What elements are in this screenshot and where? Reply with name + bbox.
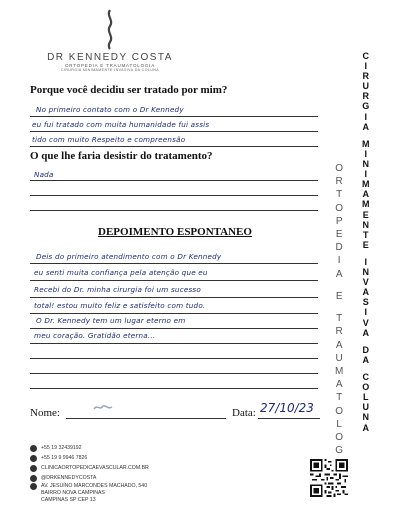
testimonial-text: meu coração. Gratidão eterna...	[34, 331, 156, 340]
question-2: O que lhe faria desistir do tratamento?	[30, 150, 213, 162]
question-1: Porque você decidiu ser tratado por mim?	[30, 84, 228, 96]
testimonial-text: Recebi do Dr. minha cirurgia foi um sucesso	[34, 285, 201, 294]
contact-info	[30, 443, 149, 504]
testimonial-text: eu senti muita confiança pela atenção que eu	[34, 268, 208, 277]
location-pin-icon	[30, 483, 37, 490]
whatsapp-icon	[30, 455, 37, 462]
testimonial-line	[30, 343, 318, 344]
clinic-logo	[40, 8, 180, 72]
phone-row	[30, 443, 149, 453]
testimonial-line	[30, 263, 318, 264]
testimonial-line	[30, 373, 318, 374]
answer-line	[30, 116, 318, 117]
spine-logo-icon	[101, 8, 119, 50]
answer-line	[30, 180, 318, 181]
testimonial-text: Deis do primeiro atendimento com o Dr Kennedy	[36, 252, 222, 261]
redacted-name-scribble	[92, 402, 122, 412]
website-row	[30, 463, 149, 473]
phone-1: +55 19 32439192	[41, 445, 82, 451]
date-value: 27/10/23	[260, 401, 314, 415]
address-line: BAIRRO NOVA CAMPINAS	[41, 490, 105, 496]
qr-code-icon	[310, 459, 348, 497]
testimonial-text: total! estou muito feliz e satisfeito com tudo.	[34, 301, 206, 310]
answer-1-text: tido com muito Respeito e compreensão	[32, 135, 186, 144]
address-row	[30, 483, 149, 504]
phone-icon	[30, 445, 37, 452]
answer-line	[30, 146, 318, 147]
brand-name: DR KENNEDY COSTA	[47, 52, 173, 63]
brand-subtitle: ORTOPEDIA E TRAUMATOLOGIA	[64, 63, 156, 68]
date-line	[258, 418, 320, 419]
specialty-vertical-text: O R T O P E D I A E T R A U M A T O L O G	[335, 163, 344, 457]
date-label: Data:	[232, 407, 256, 419]
testimonial-line	[30, 313, 318, 314]
instagram-icon	[30, 475, 37, 482]
brand-tagline: CIRURGIA MINIMAMENTE INVASIVA DA COLUNA	[60, 68, 160, 72]
answer-line	[30, 210, 318, 211]
name-label: Nome:	[30, 407, 60, 419]
name-line	[66, 418, 226, 419]
globe-icon	[30, 465, 37, 472]
phone-2: +55 19 9 9946 7826	[41, 455, 88, 461]
testimonial-line	[30, 388, 318, 389]
answer-1-text: eu fui tratado com muita humanidade fui assis	[32, 120, 210, 129]
website: CLINICAORTOPEDICAEVASCULAR.COM.BR	[41, 465, 149, 471]
testimonial-title: DEPOIMENTO ESPONTANEO	[98, 226, 252, 238]
address-line: AV. JESUÍNO MARCONDES MACHADO, 540	[41, 483, 148, 489]
answer-line	[30, 195, 318, 196]
testimonial-line	[30, 328, 318, 329]
instagram-handle: @DRKENNEDYCOSTA	[41, 475, 97, 481]
procedure-vertical-text: C I R U R G I A M I N I M A M E N T E I N V A S I V A D A C O L U N A	[362, 51, 370, 433]
instagram-row	[30, 473, 149, 483]
whatsapp-row	[30, 453, 149, 463]
answer-line	[30, 131, 318, 132]
answer-2-text: Nada	[34, 170, 54, 179]
testimonial-line	[30, 358, 318, 359]
answer-1-text: No primeiro contato com o Dr Kennedy	[36, 105, 184, 114]
testimonial-text: O Dr. Kennedy tem um lugar eterno em	[36, 316, 186, 325]
address-line: CAMPINAS SP CEP 13	[41, 497, 96, 503]
testimonial-line	[30, 297, 318, 298]
testimonial-line	[30, 280, 318, 281]
